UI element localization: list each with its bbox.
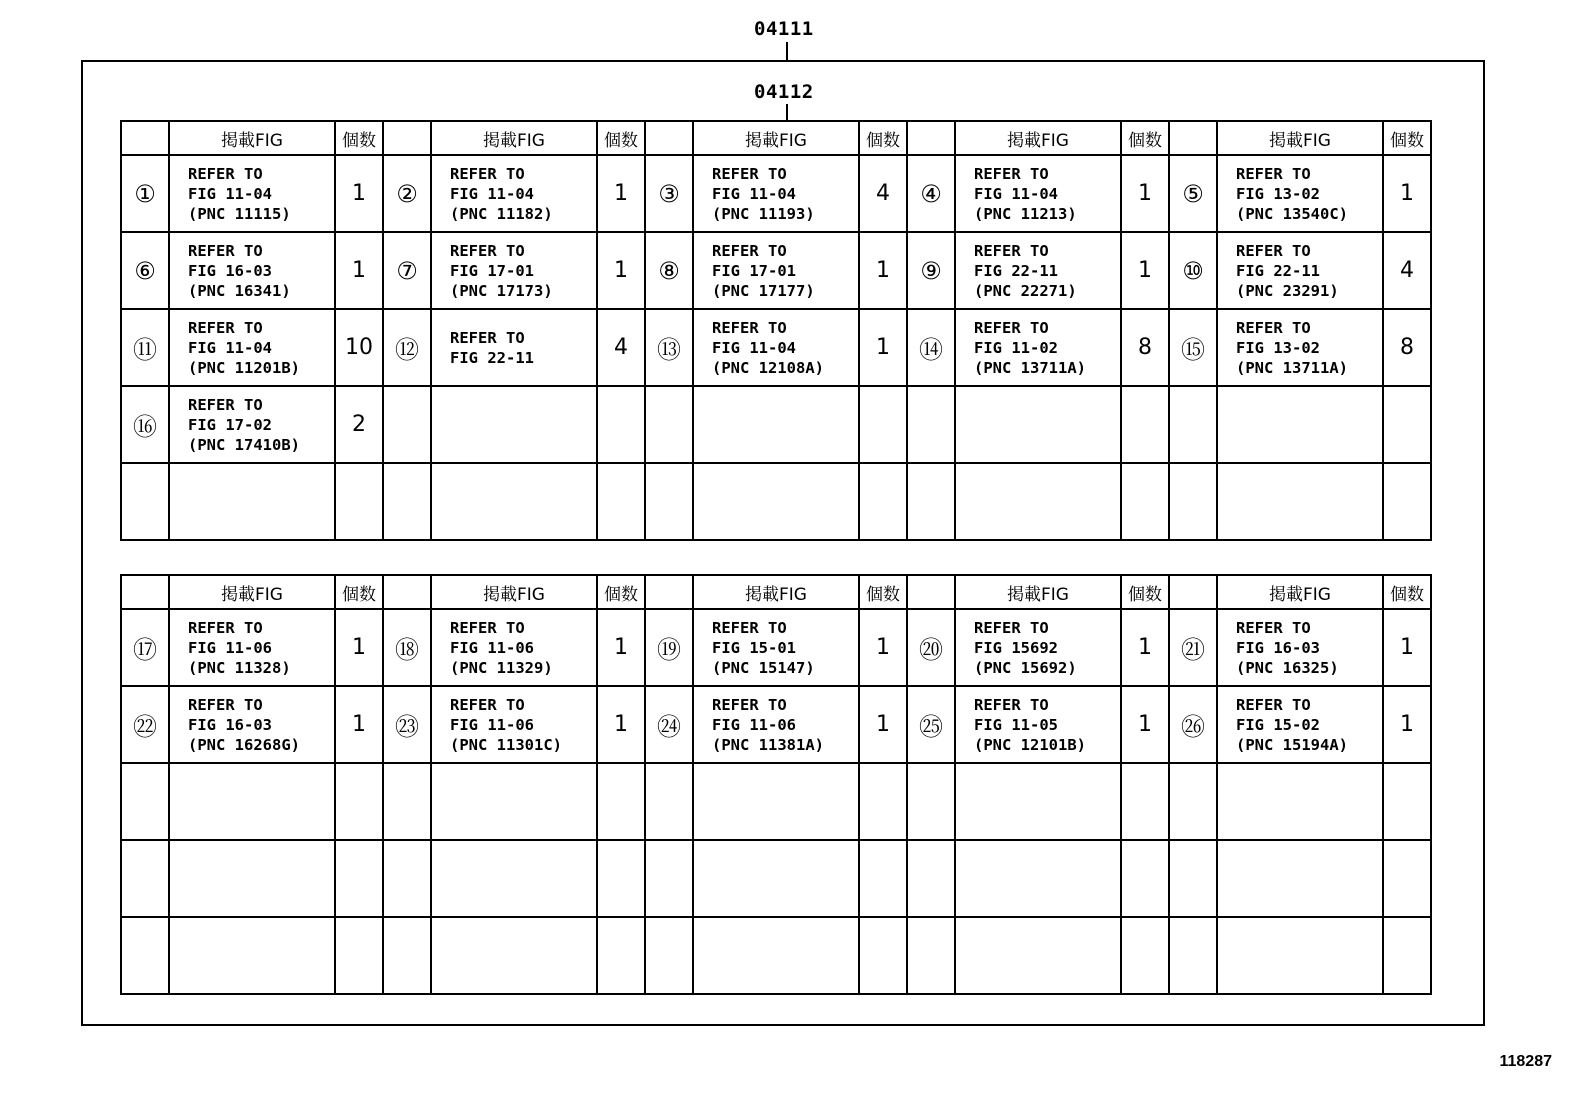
quantity-cell: 1 bbox=[597, 609, 645, 686]
header-qty-cell: 個数 bbox=[1383, 121, 1431, 155]
quantity-cell: 1 bbox=[1121, 686, 1169, 763]
item-number: ④ bbox=[907, 155, 955, 232]
header-fig-cell: 掲載FIG bbox=[1217, 575, 1383, 609]
item-number: ① bbox=[121, 155, 169, 232]
header-number-cell bbox=[121, 121, 169, 155]
quantity-cell: 10 bbox=[335, 309, 383, 386]
item-number: ㉑ bbox=[1169, 609, 1217, 686]
item-number bbox=[907, 840, 955, 917]
fig-reference-cell bbox=[169, 763, 335, 840]
table-header-row bbox=[121, 575, 1431, 609]
fig-reference-text: REFER TO FIG 11-06 (PNC 11381A) bbox=[712, 695, 824, 754]
quantity-cell: 1 bbox=[1383, 686, 1431, 763]
table-row bbox=[121, 609, 1431, 686]
item-number bbox=[383, 840, 431, 917]
header-qty-cell: 個数 bbox=[597, 575, 645, 609]
quantity-cell bbox=[1121, 386, 1169, 463]
item-number: ⑬ bbox=[645, 309, 693, 386]
item-number: ⑤ bbox=[1169, 155, 1217, 232]
quantity-cell bbox=[597, 840, 645, 917]
fig-reference-text: REFER TO FIG 13-02 (PNC 13711A) bbox=[1236, 318, 1348, 377]
fig-reference-cell bbox=[693, 155, 859, 232]
quantity-cell: 1 bbox=[859, 309, 907, 386]
header-fig-cell: 掲載FIG bbox=[169, 575, 335, 609]
header-fig-cell: 掲載FIG bbox=[1217, 121, 1383, 155]
quantity-cell bbox=[859, 386, 907, 463]
item-number bbox=[121, 840, 169, 917]
quantity-cell: 4 bbox=[859, 155, 907, 232]
quantity-cell: 8 bbox=[1383, 309, 1431, 386]
item-number: ⑭ bbox=[907, 309, 955, 386]
fig-reference-text: REFER TO FIG 13-02 (PNC 13540C) bbox=[1236, 164, 1348, 223]
quantity-cell bbox=[1383, 386, 1431, 463]
fig-reference-text: REFER TO FIG 11-06 (PNC 11329) bbox=[450, 618, 553, 677]
fig-reference-cell bbox=[955, 917, 1121, 994]
quantity-cell bbox=[597, 763, 645, 840]
fig-reference-text: REFER TO FIG 15-01 (PNC 15147) bbox=[712, 618, 815, 677]
item-number bbox=[383, 763, 431, 840]
outer-assembly-label: 04111 bbox=[754, 18, 814, 40]
quantity-cell: 1 bbox=[859, 686, 907, 763]
fig-reference-text: REFER TO FIG 17-01 (PNC 17173) bbox=[450, 241, 553, 300]
fig-reference-cell bbox=[1217, 155, 1383, 232]
table-row bbox=[121, 763, 1431, 840]
item-number bbox=[383, 463, 431, 540]
item-number bbox=[907, 763, 955, 840]
fig-reference-cell bbox=[431, 309, 597, 386]
fig-reference-cell bbox=[1217, 763, 1383, 840]
fig-reference-cell bbox=[1217, 386, 1383, 463]
fig-reference-cell bbox=[169, 232, 335, 309]
header-fig-cell: 掲載FIG bbox=[693, 121, 859, 155]
reference-table-lower bbox=[120, 574, 1432, 995]
quantity-cell bbox=[1383, 840, 1431, 917]
quantity-cell bbox=[597, 386, 645, 463]
fig-reference-text: REFER TO FIG 11-04 (PNC 11115) bbox=[188, 164, 291, 223]
quantity-cell bbox=[1121, 840, 1169, 917]
quantity-cell bbox=[335, 463, 383, 540]
header-qty-cell: 個数 bbox=[1121, 575, 1169, 609]
fig-reference-cell bbox=[169, 155, 335, 232]
fig-reference-cell bbox=[431, 232, 597, 309]
fig-reference-cell bbox=[169, 309, 335, 386]
table-row bbox=[121, 232, 1431, 309]
fig-reference-cell bbox=[431, 917, 597, 994]
table-row bbox=[121, 686, 1431, 763]
fig-reference-cell bbox=[955, 609, 1121, 686]
fig-reference-cell bbox=[1217, 309, 1383, 386]
item-number: ② bbox=[383, 155, 431, 232]
fig-reference-text: REFER TO FIG 11-04 (PNC 11193) bbox=[712, 164, 815, 223]
item-number bbox=[1169, 386, 1217, 463]
table-row bbox=[121, 309, 1431, 386]
header-qty-cell: 個数 bbox=[597, 121, 645, 155]
header-fig-cell: 掲載FIG bbox=[431, 575, 597, 609]
item-number: ⑫ bbox=[383, 309, 431, 386]
fig-reference-cell bbox=[431, 686, 597, 763]
header-qty-cell: 個数 bbox=[859, 575, 907, 609]
item-number: ⑰ bbox=[121, 609, 169, 686]
quantity-cell: 1 bbox=[1121, 232, 1169, 309]
item-number bbox=[1169, 463, 1217, 540]
quantity-cell bbox=[859, 840, 907, 917]
item-number: ⑧ bbox=[645, 232, 693, 309]
fig-reference-text: REFER TO FIG 11-04 (PNC 11182) bbox=[450, 164, 553, 223]
table-row bbox=[121, 917, 1431, 994]
item-number: ㉖ bbox=[1169, 686, 1217, 763]
quantity-cell: 8 bbox=[1121, 309, 1169, 386]
outer-leader-line bbox=[786, 42, 788, 60]
quantity-cell: 4 bbox=[1383, 232, 1431, 309]
fig-reference-cell bbox=[955, 686, 1121, 763]
item-number: ⑥ bbox=[121, 232, 169, 309]
item-number bbox=[907, 463, 955, 540]
fig-reference-text: REFER TO FIG 11-04 (PNC 11201B) bbox=[188, 318, 300, 377]
fig-reference-cell bbox=[693, 917, 859, 994]
item-number bbox=[121, 763, 169, 840]
fig-reference-text: REFER TO FIG 11-05 (PNC 12101B) bbox=[974, 695, 1086, 754]
fig-reference-cell bbox=[955, 763, 1121, 840]
header-qty-cell: 個数 bbox=[335, 121, 383, 155]
item-number bbox=[383, 386, 431, 463]
fig-reference-cell bbox=[169, 609, 335, 686]
quantity-cell bbox=[1121, 463, 1169, 540]
fig-reference-text: REFER TO FIG 16-03 (PNC 16325) bbox=[1236, 618, 1339, 677]
fig-reference-text: REFER TO FIG 22-11 bbox=[450, 328, 534, 367]
item-number: ⑪ bbox=[121, 309, 169, 386]
item-number: ⑦ bbox=[383, 232, 431, 309]
fig-reference-cell bbox=[693, 309, 859, 386]
quantity-cell: 1 bbox=[335, 609, 383, 686]
fig-reference-cell bbox=[693, 232, 859, 309]
item-number: ㉕ bbox=[907, 686, 955, 763]
item-number bbox=[907, 917, 955, 994]
quantity-cell bbox=[1383, 917, 1431, 994]
header-qty-cell: 個数 bbox=[1383, 575, 1431, 609]
fig-reference-cell bbox=[693, 609, 859, 686]
item-number bbox=[1169, 917, 1217, 994]
fig-reference-cell bbox=[1217, 232, 1383, 309]
quantity-cell bbox=[859, 917, 907, 994]
quantity-cell bbox=[859, 763, 907, 840]
fig-reference-text: REFER TO FIG 17-02 (PNC 17410B) bbox=[188, 395, 300, 454]
quantity-cell bbox=[335, 763, 383, 840]
fig-reference-cell bbox=[693, 686, 859, 763]
document-id: 118287 bbox=[1499, 1053, 1552, 1070]
fig-reference-text: REFER TO FIG 22-11 (PNC 23291) bbox=[1236, 241, 1339, 300]
item-number: ⑳ bbox=[907, 609, 955, 686]
item-number: ⑲ bbox=[645, 609, 693, 686]
quantity-cell: 1 bbox=[859, 232, 907, 309]
inner-assembly-label: 04112 bbox=[754, 81, 814, 103]
item-number bbox=[645, 763, 693, 840]
fig-reference-cell bbox=[169, 917, 335, 994]
quantity-cell bbox=[335, 840, 383, 917]
fig-reference-cell bbox=[169, 840, 335, 917]
item-number: ⑩ bbox=[1169, 232, 1217, 309]
table-header-row bbox=[121, 121, 1431, 155]
item-number bbox=[907, 386, 955, 463]
table-row bbox=[121, 840, 1431, 917]
fig-reference-cell bbox=[1217, 463, 1383, 540]
item-number bbox=[121, 917, 169, 994]
fig-reference-cell bbox=[1217, 686, 1383, 763]
item-number: ⑯ bbox=[121, 386, 169, 463]
header-number-cell bbox=[1169, 575, 1217, 609]
fig-reference-text: REFER TO FIG 15692 (PNC 15692) bbox=[974, 618, 1077, 677]
quantity-cell: 4 bbox=[597, 309, 645, 386]
fig-reference-cell bbox=[955, 386, 1121, 463]
item-number bbox=[645, 840, 693, 917]
quantity-cell: 1 bbox=[1383, 155, 1431, 232]
header-number-cell bbox=[121, 575, 169, 609]
fig-reference-cell bbox=[955, 309, 1121, 386]
quantity-cell bbox=[1383, 463, 1431, 540]
fig-reference-cell bbox=[693, 763, 859, 840]
header-fig-cell: 掲載FIG bbox=[955, 575, 1121, 609]
quantity-cell bbox=[1383, 763, 1431, 840]
header-number-cell bbox=[907, 121, 955, 155]
item-number bbox=[645, 917, 693, 994]
fig-reference-cell bbox=[1217, 609, 1383, 686]
fig-reference-text: REFER TO FIG 16-03 (PNC 16341) bbox=[188, 241, 291, 300]
header-qty-cell: 個数 bbox=[859, 121, 907, 155]
fig-reference-cell bbox=[1217, 840, 1383, 917]
fig-reference-text: REFER TO FIG 22-11 (PNC 22271) bbox=[974, 241, 1077, 300]
fig-reference-cell bbox=[955, 155, 1121, 232]
item-number: ⑮ bbox=[1169, 309, 1217, 386]
fig-reference-cell bbox=[431, 386, 597, 463]
fig-reference-cell bbox=[955, 232, 1121, 309]
quantity-cell: 1 bbox=[1121, 609, 1169, 686]
item-number bbox=[645, 463, 693, 540]
fig-reference-cell bbox=[431, 463, 597, 540]
quantity-cell: 1 bbox=[1121, 155, 1169, 232]
item-number bbox=[645, 386, 693, 463]
quantity-cell: 2 bbox=[335, 386, 383, 463]
fig-reference-cell bbox=[169, 386, 335, 463]
fig-reference-cell bbox=[955, 840, 1121, 917]
quantity-cell bbox=[1121, 763, 1169, 840]
header-qty-cell: 個数 bbox=[1121, 121, 1169, 155]
item-number bbox=[1169, 763, 1217, 840]
quantity-cell: 1 bbox=[1383, 609, 1431, 686]
quantity-cell: 1 bbox=[335, 686, 383, 763]
item-number: ㉒ bbox=[121, 686, 169, 763]
header-qty-cell: 個数 bbox=[335, 575, 383, 609]
quantity-cell bbox=[597, 463, 645, 540]
header-number-cell bbox=[907, 575, 955, 609]
fig-reference-cell bbox=[693, 463, 859, 540]
fig-reference-cell bbox=[431, 840, 597, 917]
header-fig-cell: 掲載FIG bbox=[955, 121, 1121, 155]
header-fig-cell: 掲載FIG bbox=[431, 121, 597, 155]
inner-leader-line bbox=[786, 104, 788, 120]
table-row bbox=[121, 155, 1431, 232]
quantity-cell bbox=[335, 917, 383, 994]
fig-reference-cell bbox=[431, 155, 597, 232]
quantity-cell bbox=[1121, 917, 1169, 994]
fig-reference-text: REFER TO FIG 11-04 (PNC 12108A) bbox=[712, 318, 824, 377]
header-fig-cell: 掲載FIG bbox=[693, 575, 859, 609]
quantity-cell: 1 bbox=[859, 609, 907, 686]
header-fig-cell: 掲載FIG bbox=[169, 121, 335, 155]
fig-reference-cell bbox=[169, 463, 335, 540]
header-number-cell bbox=[1169, 121, 1217, 155]
quantity-cell: 1 bbox=[597, 232, 645, 309]
header-number-cell bbox=[383, 575, 431, 609]
fig-reference-cell bbox=[955, 463, 1121, 540]
item-number: ⑱ bbox=[383, 609, 431, 686]
fig-reference-text: REFER TO FIG 11-06 (PNC 11301C) bbox=[450, 695, 562, 754]
fig-reference-cell bbox=[431, 609, 597, 686]
fig-reference-cell bbox=[169, 686, 335, 763]
quantity-cell: 1 bbox=[597, 155, 645, 232]
fig-reference-cell bbox=[431, 763, 597, 840]
fig-reference-text: REFER TO FIG 17-01 (PNC 17177) bbox=[712, 241, 815, 300]
fig-reference-cell bbox=[1217, 917, 1383, 994]
item-number: ③ bbox=[645, 155, 693, 232]
quantity-cell: 1 bbox=[597, 686, 645, 763]
fig-reference-text: REFER TO FIG 11-06 (PNC 11328) bbox=[188, 618, 291, 677]
header-number-cell bbox=[645, 121, 693, 155]
quantity-cell: 1 bbox=[335, 155, 383, 232]
fig-reference-text: REFER TO FIG 11-02 (PNC 13711A) bbox=[974, 318, 1086, 377]
item-number bbox=[121, 463, 169, 540]
fig-reference-cell bbox=[693, 386, 859, 463]
item-number: ㉔ bbox=[645, 686, 693, 763]
fig-reference-cell bbox=[693, 840, 859, 917]
header-number-cell bbox=[645, 575, 693, 609]
quantity-cell: 1 bbox=[335, 232, 383, 309]
fig-reference-text: REFER TO FIG 15-02 (PNC 15194A) bbox=[1236, 695, 1348, 754]
quantity-cell bbox=[597, 917, 645, 994]
item-number: ㉓ bbox=[383, 686, 431, 763]
header-number-cell bbox=[383, 121, 431, 155]
reference-table-upper bbox=[120, 120, 1432, 541]
item-number bbox=[1169, 840, 1217, 917]
fig-reference-text: REFER TO FIG 11-04 (PNC 11213) bbox=[974, 164, 1077, 223]
quantity-cell bbox=[859, 463, 907, 540]
item-number bbox=[383, 917, 431, 994]
table-row bbox=[121, 463, 1431, 540]
fig-reference-text: REFER TO FIG 16-03 (PNC 16268G) bbox=[188, 695, 300, 754]
table-row bbox=[121, 386, 1431, 463]
item-number: ⑨ bbox=[907, 232, 955, 309]
